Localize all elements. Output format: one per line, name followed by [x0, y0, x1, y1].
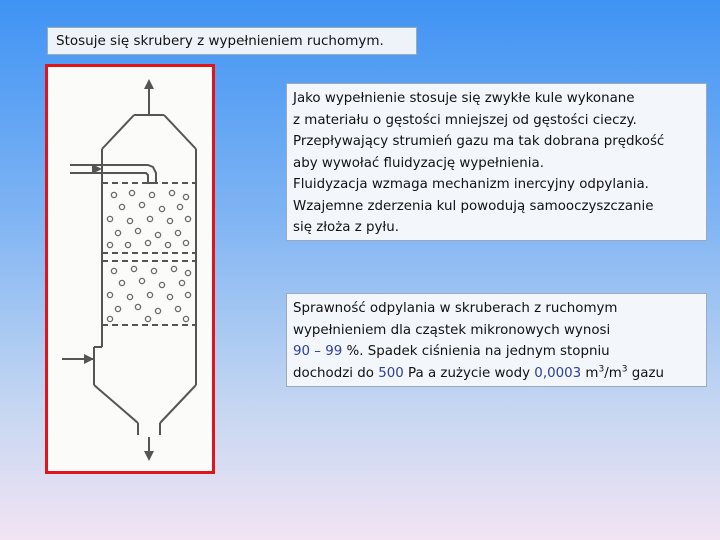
- slide-title: Stosuje się skrubery z wypełnieniem ruchomym.: [47, 27, 417, 55]
- unit-text: /m: [604, 365, 622, 381]
- text-fragment: dochodzi do: [293, 365, 379, 381]
- bottom-cone-left: [94, 385, 138, 423]
- description-line: Fluidyzacja wzmaga mechanizm inercyjny odpylania.: [293, 177, 649, 192]
- efficiency-box: [286, 293, 707, 387]
- packing-balls: [107, 190, 190, 321]
- description-line: się złoża z pyłu.: [293, 220, 399, 235]
- scrubber-diagram: [45, 64, 215, 474]
- unit-superscript: 3: [621, 364, 628, 375]
- outlet-arrow-icon: [144, 79, 154, 89]
- efficiency-range: 90 – 99: [293, 344, 343, 359]
- efficiency-line-2: wypełnieniem dla cząstek mikronowych wynosi: [293, 322, 611, 338]
- water-usage-value: 0,0003: [534, 365, 582, 381]
- efficiency-line-1: Sprawność odpylania w skruberach z ruchomym: [293, 301, 618, 316]
- text-fragment: gazu: [627, 365, 664, 381]
- description-line: Przepływający strumień gazu ma tak dobrana prędkość: [293, 134, 665, 149]
- pressure-value: 500: [378, 365, 404, 381]
- bottom-cone-right: [160, 385, 196, 423]
- pressure-drop-text: %. Spadek ciśnienia na jednym stopniu: [342, 344, 610, 359]
- description-line: z materiału o gęstości mniejszej od gęstości cieczy.: [293, 112, 637, 128]
- text-fragment: Pa a zużycie wody: [403, 365, 535, 381]
- unit-text: m: [581, 365, 599, 381]
- liquid-inlet-pipe-inner: [70, 173, 148, 183]
- description-line: Jako wypełnienie stosuje się zwykłe kule wykonane: [293, 91, 635, 106]
- drain-arrow-icon: [144, 451, 154, 461]
- scrubber-drawing: [48, 67, 212, 471]
- description-box: [286, 83, 707, 241]
- top-cone-right: [164, 115, 196, 149]
- efficiency-line-4: [293, 363, 700, 385]
- description-line: Wzajemne zderzenia kul powodują samooczyszczanie: [293, 198, 654, 214]
- unit-superscript: 3: [598, 364, 605, 375]
- top-cone-left: [102, 115, 134, 149]
- gas-inlet-arrow-icon: [84, 354, 94, 364]
- description-line: aby wywołać fluidyzację wypełnienia.: [293, 155, 544, 171]
- efficiency-line-3: [293, 341, 700, 363]
